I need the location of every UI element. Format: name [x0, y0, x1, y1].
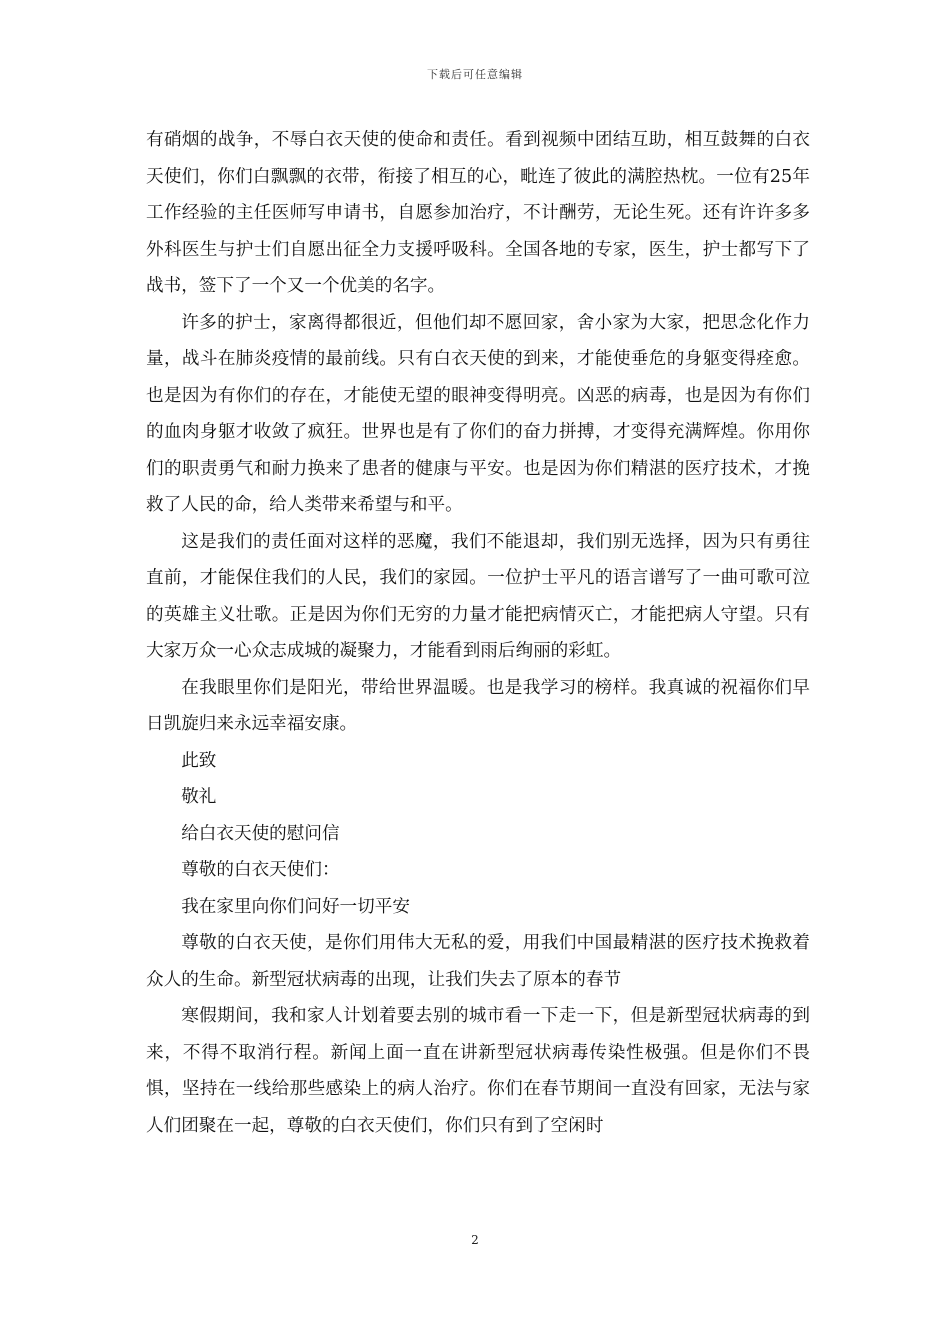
letter-greeting: 我在家里向你们问好一切平安: [181, 896, 410, 917]
document-body: [146, 122, 810, 1144]
paragraph: 许多的护士，家离得都很近，但他们却不愿回家，舍小家为大家，把思念化作力量，战斗在肺炎疫情的最前线。只有白衣天使的到来，才能使垂危的身躯变得痊愈。也是因为有你们的存在，才能使无望的眼神变得明亮。凶恶的病毒，也是因为有你们的血肉身躯才收敛了疯狂。世界也是有了你们的奋力拼搏，才变得充满辉煌。你用你们的职责勇气和耐力换来了患者的健康与平安。也是因为你们精湛的医疗技术，才挽救了人民的命，给人类带来希望与和平。: [146, 312, 810, 515]
paragraph: 这是我们的责任面对这样的恶魔，我们不能退却，我们别无选择，因为只有勇往直前，才能保住我们的人民，我们的家园。一位护士平凡的语言谱写了一曲可歌可泣的英雄主义壮歌。正是因为你们无穷的力量才能把病情灭亡，才能把病人守望。只有大家万众一心众志成城的凝聚力，才能看到雨后绚丽的彩虹。: [146, 531, 810, 661]
paragraph: 尊敬的白衣天使，是你们用伟大无私的爱，用我们中国最精湛的医疗技术挽救着众人的生命。新型冠状病毒的出现，让我们失去了原本的春节: [146, 933, 810, 990]
letter-title: 给白衣天使的慰问信: [181, 823, 340, 844]
closing-line-jingli: 敬礼: [181, 787, 217, 807]
page-number: 2: [471, 1233, 479, 1247]
letter-salutation: 尊敬的白衣天使们：: [181, 860, 340, 880]
closing-line-cizhi: 此致: [181, 750, 217, 771]
paragraph-continued: 有硝烟的战争，不辱白衣天使的使命和责任。看到视频中团结互助，相互鼓舞的白衣天使们，你们白飘飘的衣带，衔接了相互的心，毗连了彼此的满腔热枕。一位有25年工作经验的主任医师写申请书，自愿参加治疗，不计酬劳，无论生死。还有许许多多外科医生与护士们自愿出征全力支援呼吸科。全国各地的专家，医生，护士都写下了战书，签下了一个又一个优美的名字。: [146, 130, 810, 296]
paragraph: 在我眼里你们是阳光，带给世界温暖。也是我学习的榜样。我真诚的祝福你们早日凯旋归来永远幸福安康。: [146, 677, 810, 734]
page-header: 下载后可任意编辑: [427, 68, 523, 81]
paragraph: 寒假期间，我和家人计划着要去别的城市看一下走一下，但是新型冠状病毒的到来，不得不取消行程。新闻上面一直在讲新型冠状病毒传染性极强。但是你们不畏惧，坚持在一线给那些感染上的病人治疗。你们在春节期间一直没有回家，无法与家人们团聚在一起，尊敬的白衣天使们，你们只有到了空闲时: [146, 1006, 810, 1136]
